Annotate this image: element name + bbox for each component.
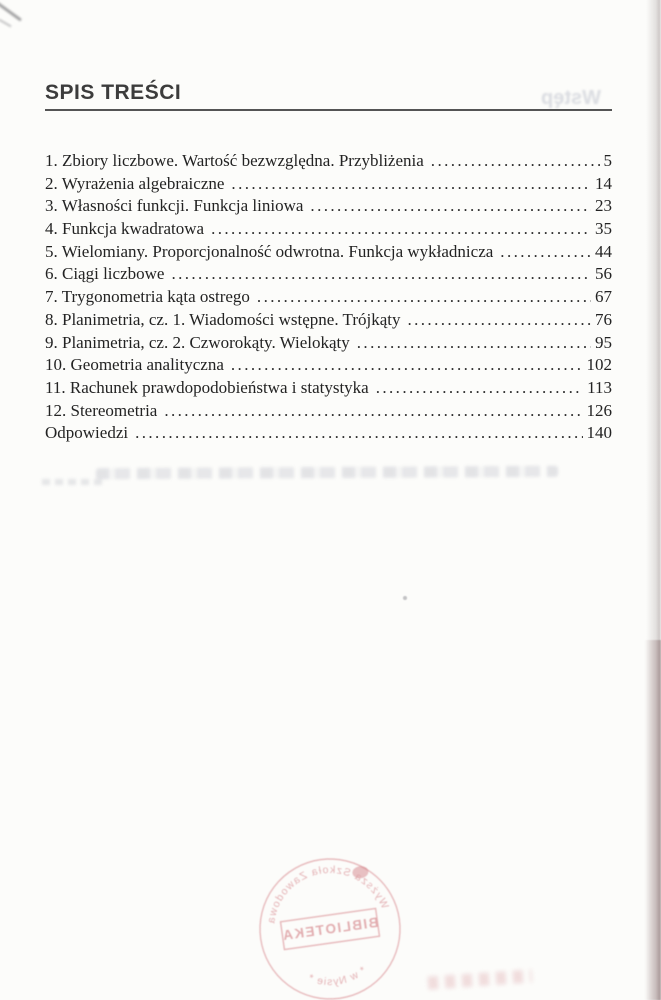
toc-entry — [45, 264, 612, 287]
bleed-through-text-line — [42, 479, 104, 485]
toc-entry-label: 8. Planimetria, cz. 1. Wiadomości wstępne. Trójkąty — [45, 309, 401, 329]
toc-entry-page: 67 — [595, 287, 612, 307]
toc-entry-page: 95 — [595, 332, 612, 352]
bleed-through-text-line — [96, 466, 558, 479]
page-edge-shadow — [644, 640, 661, 1000]
toc-leader-dots — [376, 378, 583, 398]
toc-leader-dots — [357, 333, 591, 353]
toc-entry-page: 5 — [603, 151, 612, 170]
toc-entry — [45, 401, 612, 424]
toc-entry-page: 23 — [595, 196, 612, 216]
toc-entry — [45, 242, 612, 265]
toc-entry — [45, 174, 612, 197]
toc-entry — [45, 310, 612, 333]
toc-entry-page: 102 — [586, 355, 612, 375]
toc-leader-dots — [500, 242, 591, 262]
stamp-ghost-marks — [428, 969, 533, 989]
toc-entry — [45, 355, 612, 378]
toc-entry-page: 126 — [586, 400, 612, 420]
toc-entry-label: Odpowiedzi — [45, 423, 129, 443]
toc-entry-label: 9. Planimetria, cz. 2. Czworokąty. Wielokąty — [45, 332, 350, 352]
stamp-ring-bottom-text: * w Nysie * — [305, 964, 369, 989]
toc-entry-page: 56 — [595, 264, 612, 284]
toc-list — [45, 151, 612, 446]
stamp-center-text: BIBLIOTEKA — [280, 914, 380, 944]
toc-entry-label: 12. Stereometria — [45, 400, 158, 420]
toc-leader-dots — [310, 196, 591, 216]
toc-entry-page: 113 — [587, 377, 612, 397]
toc-leader-dots — [231, 174, 591, 194]
toc-entry-label: 2. Wyrażenia algebraiczne — [45, 173, 225, 193]
toc-entry-page: 14 — [595, 173, 612, 193]
toc-leader-dots — [171, 264, 591, 284]
toc-entry-page: 44 — [595, 241, 612, 261]
toc-leader-dots — [135, 423, 582, 443]
page-title: SPIS TREŚCI — [45, 81, 182, 104]
toc-leader-dots — [211, 219, 591, 239]
svg-text:* w Nysie * — [304, 964, 370, 992]
title-underline — [45, 109, 612, 111]
toc-entry — [45, 287, 612, 310]
toc-entry-page: 35 — [595, 219, 612, 239]
toc-leader-dots — [164, 401, 582, 421]
library-stamp-graphic — [233, 832, 427, 1000]
toc-entry — [45, 423, 612, 446]
toc-leader-dots — [257, 287, 591, 307]
bleed-through-header-text: Wstęp — [541, 87, 601, 109]
toc-leader-dots — [231, 355, 583, 375]
toc-entry — [45, 219, 612, 242]
toc-entry-label: 5. Wielomiany. Proporcjonalność odwrotna. Funkcja wykładnicza — [45, 241, 494, 261]
scan-speck — [403, 596, 407, 600]
toc-entry-label: 10. Geometria analityczna — [45, 355, 224, 375]
toc-entry-label: 4. Funkcja kwadratowa — [45, 219, 205, 239]
toc-entry-label: 1. Zbiory liczbowe. Wartość bezwzględna. Przybliżenia — [45, 151, 424, 170]
toc-entry-label: 7. Trygonometria kąta ostrego — [45, 287, 250, 307]
toc-entry — [45, 378, 612, 401]
toc-entry — [45, 333, 612, 356]
scan-artifact-streak — [0, 1, 22, 21]
toc-entry-label: 3. Własności funkcji. Funkcja liniowa — [45, 196, 304, 216]
toc-entry — [45, 151, 612, 174]
toc-entry — [45, 196, 612, 219]
toc-entry-label: 11. Rachunek prawdopodobieństwa i statystyka — [45, 377, 369, 397]
toc-entry-label: 6. Ciągi liczbowe — [45, 264, 165, 284]
stamp-ring-top-text: Wyższa Szkoła Zawodowa — [265, 863, 391, 926]
toc-entry-page: 140 — [586, 423, 612, 443]
toc-entry-page: 76 — [595, 309, 612, 329]
library-stamp — [233, 832, 427, 1000]
toc-leader-dots — [407, 310, 591, 330]
scan-artifact-streak — [0, 19, 12, 28]
toc-leader-dots — [431, 151, 600, 171]
